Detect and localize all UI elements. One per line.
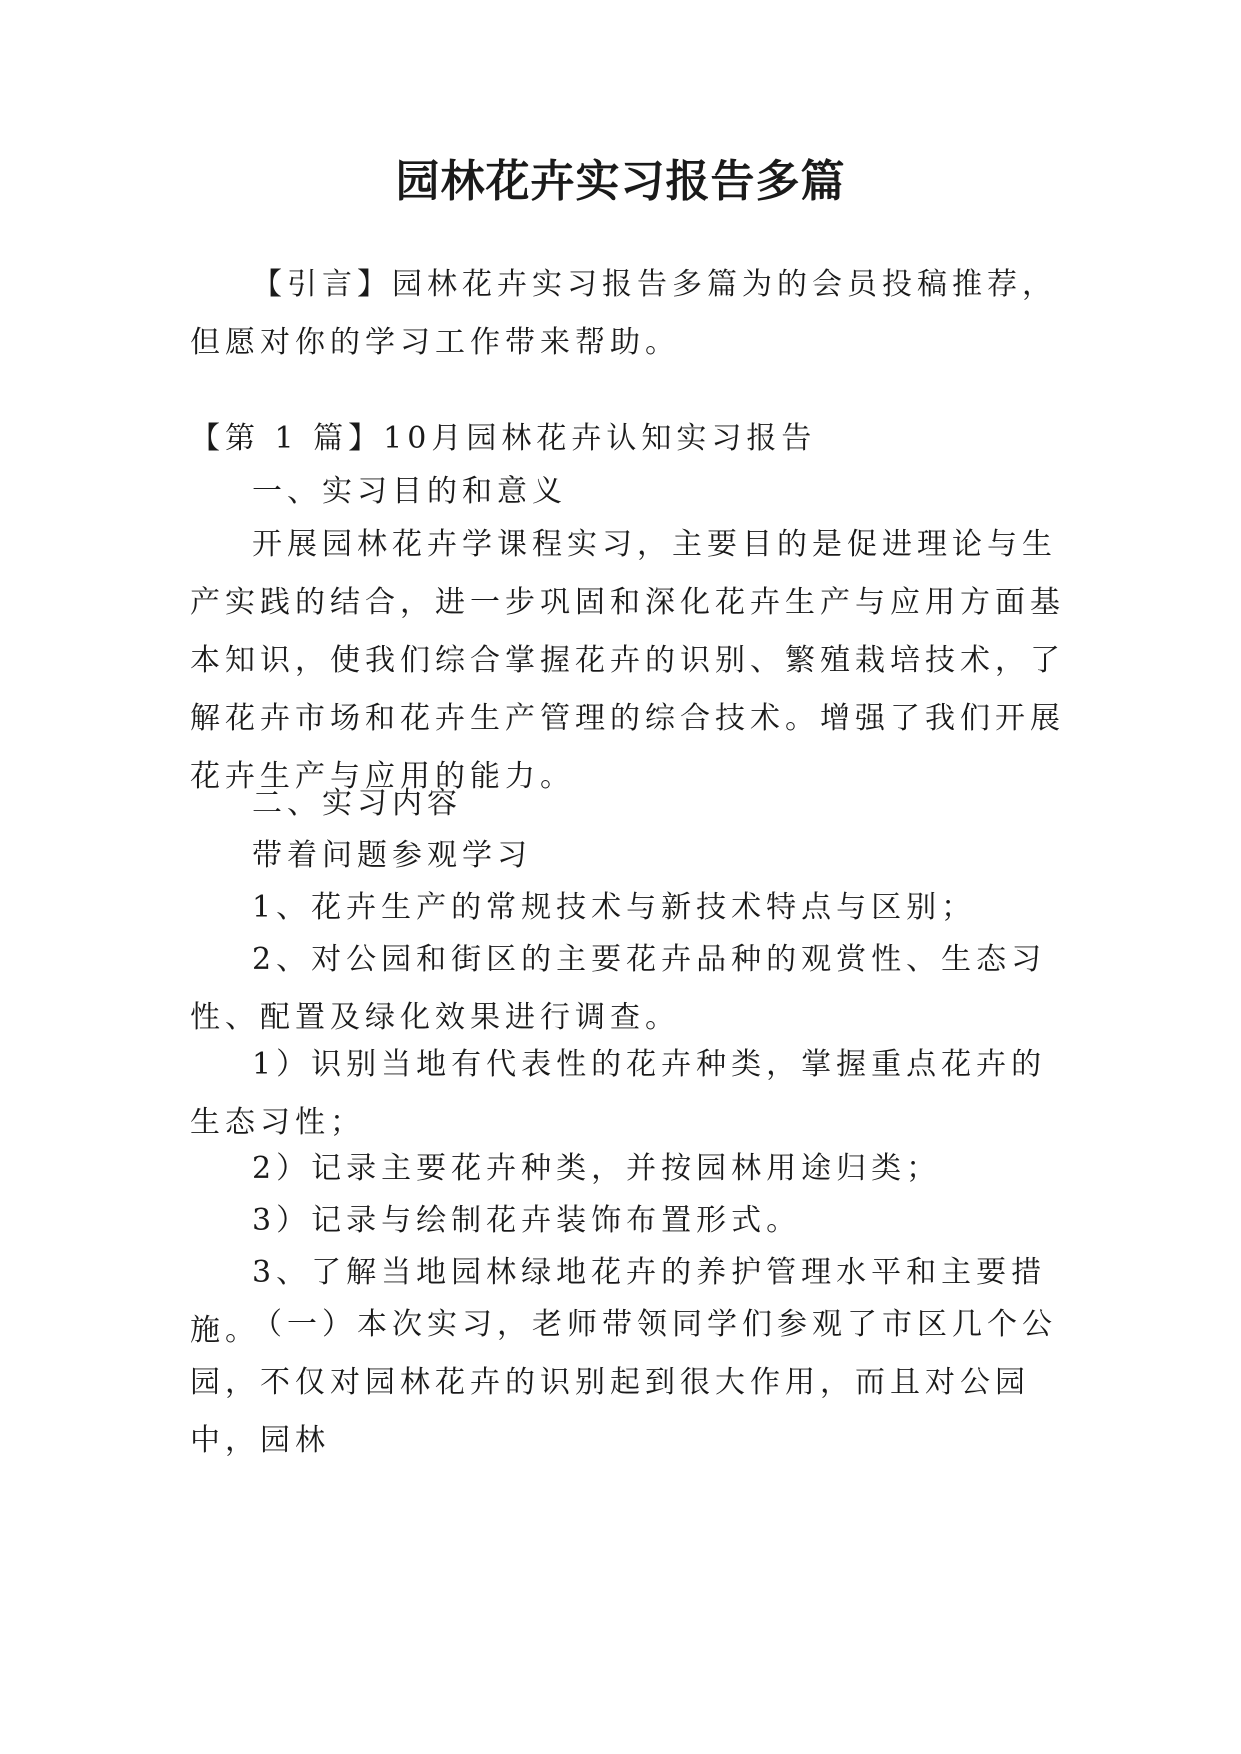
section-heading: 【第 1 篇】10月园林花卉认知实习报告 [190,421,817,456]
sub-item-3: 3）记录与绘制花卉装饰布置形式。 [252,1203,802,1238]
sub-item-1: 1）识别当地有代表性的花卉种类，掌握重点花卉的生态习性； [190,1047,1047,1140]
list-item-2: 2、对公园和街区的主要花卉品种的观赏性、生态习性、配置及绿化效果进行调查。 [190,942,1047,1035]
heading-purpose: 一、实习目的和意义 [252,474,567,509]
heading-content: 二、实习内容 [252,786,462,821]
intro-paragraph: 【引言】园林花卉实习报告多篇为的会员投稿推荐，但愿对你的学习工作带来帮助。 [190,267,1057,360]
document-title: 园林花卉实习报告多篇 [395,156,846,207]
list-item-3: 3、了解当地园林绿地花卉的养护管理水平和主要措施。 [190,1255,1047,1348]
content-intro: 带着问题参观学习 [252,838,532,873]
purpose-paragraph: 开展园林花卉学课程实习，主要目的是促进理论与生产实践的结合，进一步巩固和深化花卉生产与应用方面基本知识，使我们综合掌握花卉的识别、繁殖栽培技术，了解花卉市场和花卉生产管理的综合技术。增强了我们开展花卉生产与应用的能力。 [190,527,1065,794]
sub-item-2: 2）记录主要花卉种类，并按园林用途归类； [252,1151,942,1186]
list-item-1: 1、花卉生产的常规技术与新技术特点与区别； [252,890,977,925]
observation-paragraph: （一）本次实习，老师带领同学们参观了市区几个公园，不仅对园林花卉的识别起到很大作用，而且对公园中，园林 [190,1307,1057,1458]
